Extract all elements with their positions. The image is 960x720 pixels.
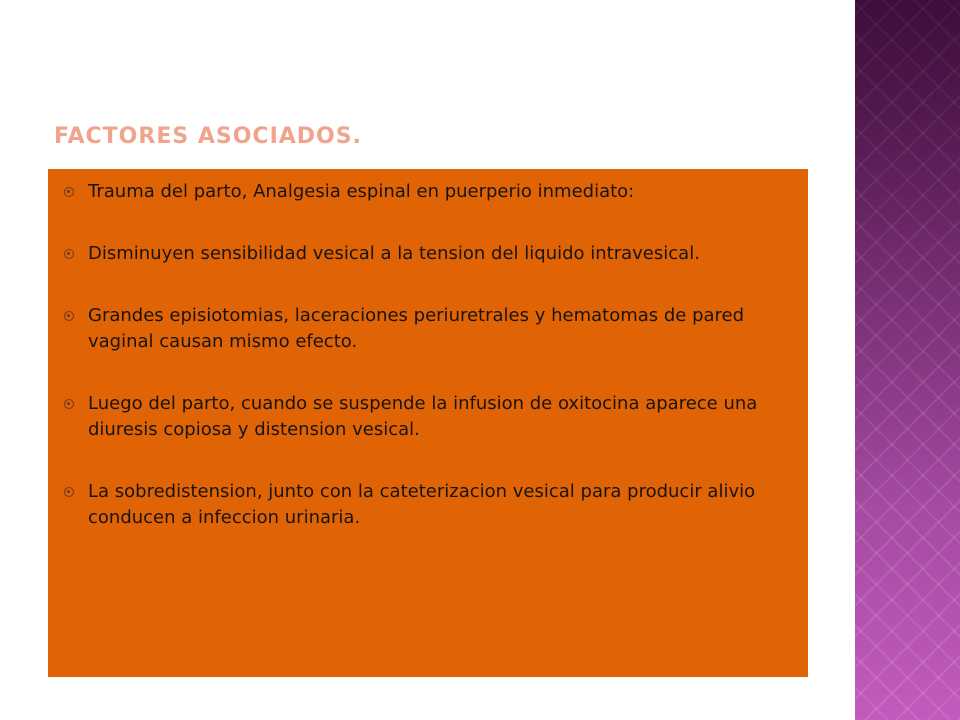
- bullet-text: La sobredistension, junto con la cateterizacion vesical para producir alivio conducen a infeccion urinaria.: [88, 481, 756, 528]
- circle-bullet-icon: [64, 249, 74, 259]
- bullet-item: [64, 391, 788, 443]
- circle-bullet-icon: [64, 187, 74, 197]
- bullet-item: [64, 179, 788, 205]
- bullet-list: [64, 179, 788, 531]
- bullet-text: Trauma del parto, Analgesia espinal en puerperio inmediato:: [88, 181, 635, 202]
- bullet-item: [64, 479, 788, 531]
- bullet-text: Luego del parto, cuando se suspende la infusion de oxitocina aparece una diuresis copiosa y distension vesical.: [88, 393, 758, 440]
- decorative-side-band: [855, 0, 960, 720]
- content-box: [48, 169, 808, 677]
- bullet-text: Grandes episiotomias, laceraciones periuretrales y hematomas de pared vaginal causan mismo efecto.: [88, 305, 745, 352]
- circle-bullet-icon: [64, 311, 74, 321]
- circle-bullet-icon: [64, 399, 74, 409]
- circle-bullet-icon: [64, 487, 74, 497]
- slide-title: FACTORES ASOCIADOS.: [54, 124, 362, 149]
- bullet-text: Disminuyen sensibilidad vesical a la tension del liquido intravesical.: [88, 243, 700, 264]
- bullet-item: [64, 303, 788, 355]
- bullet-item: [64, 241, 788, 267]
